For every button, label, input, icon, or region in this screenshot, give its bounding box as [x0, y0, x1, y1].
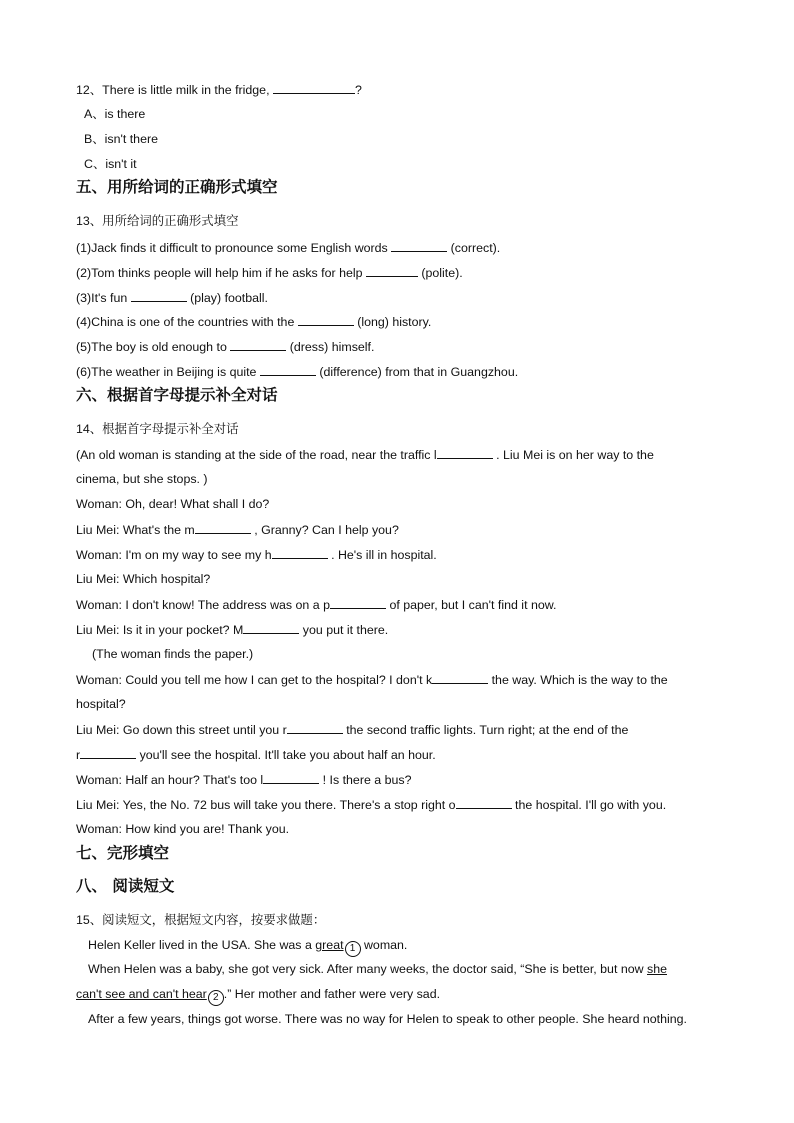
underlined-phrase: can't see and can't hear — [76, 987, 207, 1001]
dialogue-line: Woman: Oh, dear! What shall I do? — [76, 497, 270, 511]
circled-number-marker: 2 — [208, 990, 224, 1006]
section-heading-8: 八、 阅读短文 — [76, 877, 175, 895]
answer-blank[interactable] — [131, 289, 187, 302]
underlined-word: great — [315, 938, 344, 952]
circled-number-marker: 1 — [345, 941, 361, 957]
dialogue-line: Woman: Half an hour? That's too l ! Is there a bus? — [76, 773, 412, 787]
answer-blank[interactable] — [260, 363, 316, 376]
passage-paragraph-2: When Helen was a baby, she got very sick. After many weeks, the doctor said, “She is better, but now she — [88, 962, 667, 976]
answer-blank[interactable] — [391, 239, 447, 252]
q12-option-c[interactable]: C、isn't it — [84, 157, 137, 171]
passage-paragraph-3: After a few years, things got worse. There was no way for Helen to speak to other people. She heard nothing. — [88, 1012, 687, 1026]
answer-blank[interactable] — [195, 521, 251, 534]
underlined-phrase: she — [647, 962, 667, 976]
dialogue-intro: (An old woman is standing at the side of the road, near the traffic l . Liu Mei is on her way to the — [76, 448, 654, 462]
passage-paragraph-1: Helen Keller lived in the USA. She was a great 1 woman. — [76, 937, 724, 957]
dialogue-line: Woman: How kind you are! Thank you. — [76, 822, 290, 836]
q14-title: 14、根据首字母提示补全对话 — [76, 422, 239, 436]
answer-blank[interactable] — [456, 796, 512, 809]
answer-blank[interactable] — [272, 546, 328, 559]
q13-item-4: (4)China is one of the countries with the (long) history. — [76, 315, 432, 329]
stage-direction: (The woman finds the paper.) — [92, 647, 254, 661]
answer-blank[interactable] — [263, 771, 319, 784]
answer-blank[interactable] — [437, 446, 493, 459]
dialogue-line: Liu Mei: Is it in your pocket? M you put it there. — [76, 623, 389, 637]
q12-option-b[interactable]: B、isn't there — [84, 132, 158, 146]
section-heading-6: 六、根据首字母提示补全对话 — [76, 386, 278, 404]
answer-blank[interactable] — [273, 81, 355, 94]
answer-blank[interactable] — [366, 264, 418, 277]
q13-title: 13、用所给词的正确形式填空 — [76, 214, 239, 228]
dialogue-line: Woman: I don't know! The address was on a p of paper, but I can't find it now. — [76, 598, 557, 612]
q13-item-3: (3)It's fun (play) football. — [76, 291, 268, 305]
q12-stem: 12、There is little milk in the fridge, ? — [76, 83, 362, 97]
section-heading-5: 五、用所给词的正确形式填空 — [76, 178, 278, 196]
answer-blank[interactable] — [298, 313, 354, 326]
dialogue-line: Woman: I'm on my way to see my h . He's ill in hospital. — [76, 548, 437, 562]
answer-blank[interactable] — [243, 621, 299, 634]
answer-blank[interactable] — [287, 721, 343, 734]
answer-blank[interactable] — [432, 671, 488, 684]
dialogue-line: Liu Mei: Go down this street until you r the second traffic lights. Turn right; at the end of the — [76, 723, 629, 737]
dialogue-intro-cont: cinema, but she stops. ) — [76, 472, 208, 486]
q13-item-5: (5)The boy is old enough to (dress) himself. — [76, 340, 375, 354]
dialogue-line: Woman: Could you tell me how I can get to the hospital? I don't k the way. Which is the way to the — [76, 673, 668, 687]
dialogue-line-cont: hospital? — [76, 697, 126, 711]
answer-blank[interactable] — [80, 746, 136, 759]
q13-item-1: (1)Jack finds it difficult to pronounce some English words (correct). — [76, 241, 501, 255]
passage-paragraph-2-cont: can't see and can't hear 2 .” Her mother and father were very sad. — [76, 986, 724, 1006]
dialogue-line: Liu Mei: Yes, the No. 72 bus will take you there. There's a stop right o the hospital. I'll go with you. — [76, 798, 667, 812]
q13-item-6: (6)The weather in Beijing is quite (difference) from that in Guangzhou. — [76, 365, 519, 379]
dialogue-line: Liu Mei: What's the m , Granny? Can I help you? — [76, 523, 399, 537]
q13-item-2: (2)Tom thinks people will help him if he asks for help (polite). — [76, 266, 463, 280]
answer-blank[interactable] — [230, 338, 286, 351]
q15-title: 15、阅读短文，根据短文内容，按要求做题： — [76, 913, 326, 927]
dialogue-line: Liu Mei: Which hospital? — [76, 572, 211, 586]
section-heading-7: 七、完形填空 — [76, 844, 170, 862]
q12-option-a[interactable]: A、is there — [84, 107, 146, 121]
dialogue-line-cont: r you'll see the hospital. It'll take you about half an hour. — [76, 748, 436, 762]
answer-blank[interactable] — [330, 596, 386, 609]
